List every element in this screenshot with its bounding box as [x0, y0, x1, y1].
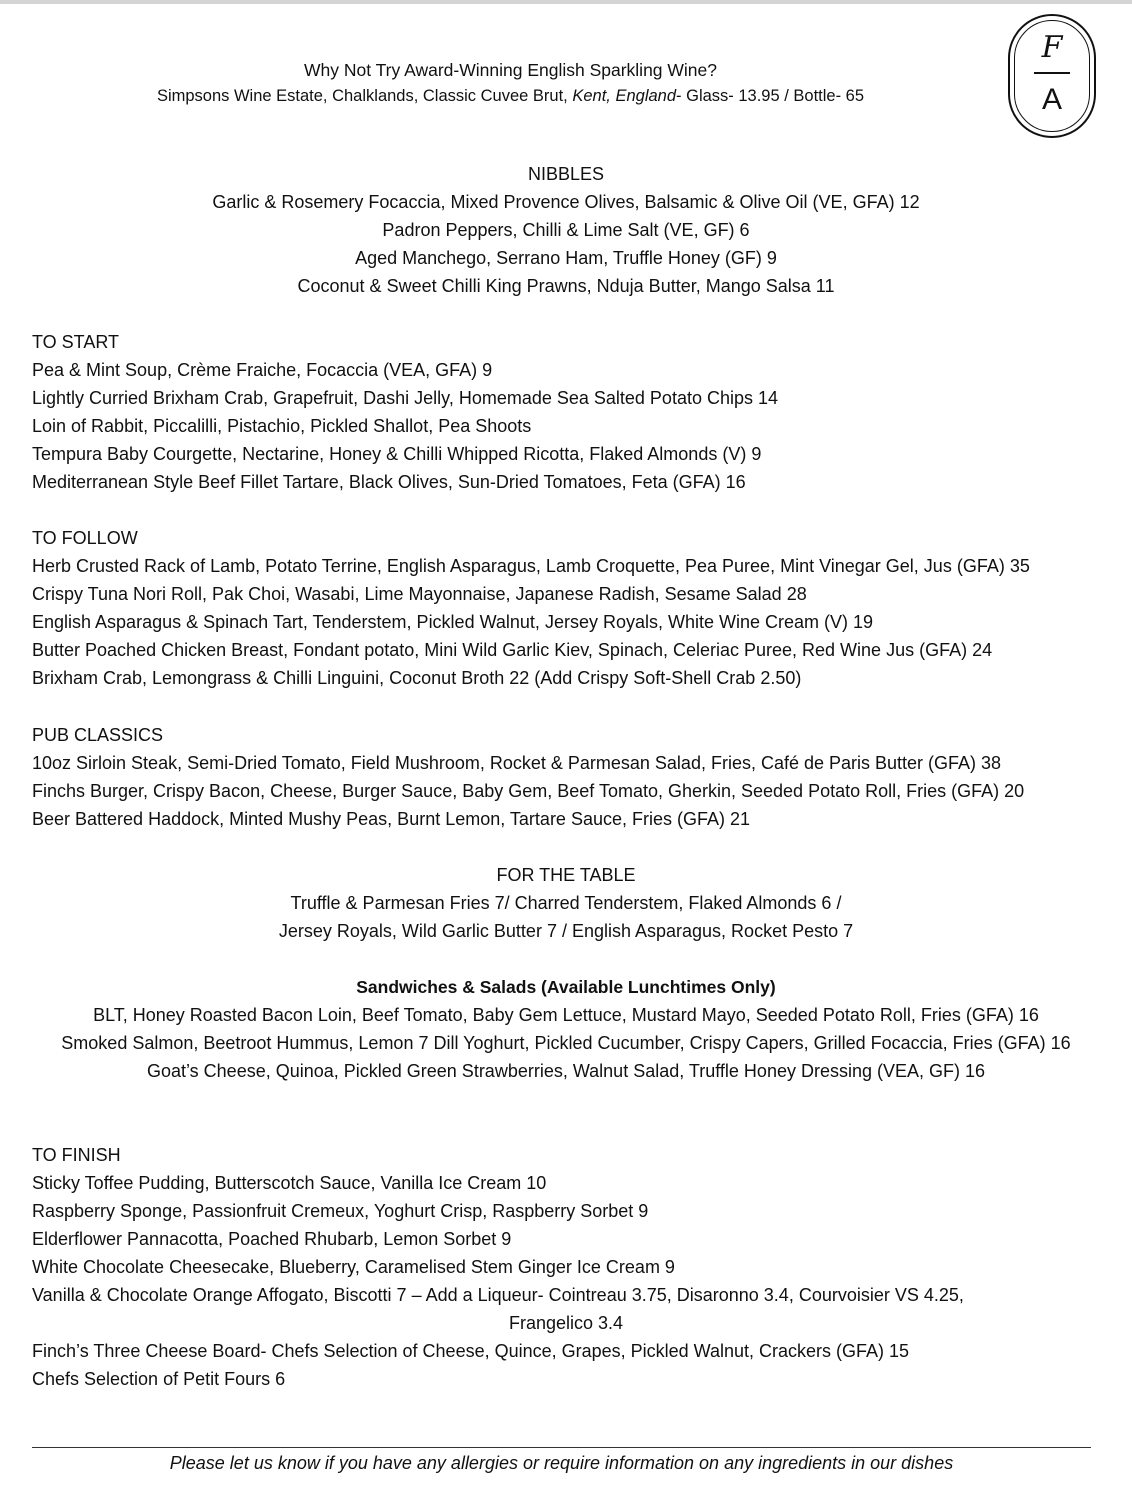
menu-item: Goat’s Cheese, Quinoa, Pickled Green Strawberries, Walnut Salad, Truffle Honey Dressing (VEA, GF) 16	[146, 1061, 986, 1081]
to-follow-list	[32, 552, 1122, 692]
menu-item: Beer Battered Haddock, Minted Mushy Peas, Burnt Lemon, Tartare Sauce, Fries (GFA) 21	[32, 809, 751, 829]
menu-item: Pea & Mint Soup, Crème Fraiche, Focaccia (VEA, GFA) 9	[32, 360, 493, 380]
for-the-table-heading: FOR THE TABLE	[496, 865, 636, 885]
to-finish-section	[32, 1141, 1122, 1393]
wine-promo-details	[0, 85, 1021, 107]
menu-item: Jersey Royals, Wild Garlic Butter 7 / English Asparagus, Rocket Pesto 7	[278, 921, 854, 941]
sandwiches-section	[0, 973, 1132, 1085]
wine-name: Simpsons Wine Estate, Chalklands, Classic Cuvee Brut,	[156, 87, 573, 105]
nibbles-section	[0, 160, 1132, 300]
footer-divider	[32, 1447, 1091, 1448]
to-start-heading: TO START	[32, 332, 120, 352]
menu-item: Truffle & Parmesan Fries 7/ Charred Tenderstem, Flaked Almonds 6 /	[290, 893, 842, 913]
menu-item: Garlic & Rosemery Focaccia, Mixed Provence Olives, Balsamic & Olive Oil (VE, GFA) 12	[212, 192, 920, 212]
logo-bottom-letter: A	[1041, 83, 1062, 116]
to-finish-list	[32, 1169, 1122, 1393]
menu-item: Tempura Baby Courgette, Nectarine, Honey & Chilli Whipped Ricotta, Flaked Almonds (V) 9	[32, 444, 762, 464]
allergy-notice: Please let us know if you have any allergies or require information on any ingredients in our dishes	[169, 1453, 954, 1473]
pub-classics-section	[32, 721, 1122, 833]
menu-item: English Asparagus & Spinach Tart, Tenderstem, Pickled Walnut, Jersey Royals, White Wine Cream (V) 19	[32, 612, 874, 632]
menu-item: Butter Poached Chicken Breast, Fondant potato, Mini Wild Garlic Kiev, Spinach, Celeriac Puree, Red Wine Jus (GFA) 24	[32, 640, 993, 660]
menu-item-continuation: Frangelico 3.4	[508, 1313, 624, 1333]
logo-divider	[1034, 72, 1070, 74]
nibbles-heading: NIBBLES	[527, 164, 605, 184]
menu-item: Lightly Curried Brixham Crab, Grapefruit, Dashi Jelly, Homemade Sea Salted Potato Chips 14	[32, 388, 779, 408]
logo-top-letter: F	[1041, 30, 1063, 65]
menu-item: 10oz Sirloin Steak, Semi-Dried Tomato, Field Mushroom, Rocket & Parmesan Salad, Fries, Café de Paris Butter (GFA) 38	[32, 753, 1002, 773]
to-follow-section	[32, 524, 1122, 692]
menu-item: Smoked Salmon, Beetroot Hummus, Lemon 7 Dill Yoghurt, Pickled Cucumber, Crispy Capers, Grilled Focaccia, Fries (GFA) 16	[61, 1033, 1071, 1053]
menu-item: Elderflower Pannacotta, Poached Rhubarb, Lemon Sorbet 9	[32, 1229, 512, 1249]
menu-item: Coconut & Sweet Chilli King Prawns, Nduja Butter, Mango Salsa 11	[297, 276, 835, 296]
menu-item: Chefs Selection of Petit Fours 6	[32, 1369, 286, 1389]
to-start-list	[32, 356, 1122, 496]
nibbles-list	[0, 188, 1132, 300]
wine-price: - Glass- 13.95 / Bottle- 65	[676, 87, 865, 105]
menu-item: Finch’s Three Cheese Board- Chefs Selection of Cheese, Quince, Grapes, Pickled Walnut, Crackers (GFA) 15	[32, 1341, 910, 1361]
menu-item: Herb Crusted Rack of Lamb, Potato Terrine, English Asparagus, Lamb Croquette, Pea Puree, Mint Vinegar Gel, Jus (GFA) 35	[32, 556, 1030, 576]
sandwiches-list	[0, 1001, 1132, 1085]
for-the-table-section	[0, 861, 1132, 945]
menu-item: Vanilla & Chocolate Orange Affogato, Biscotti 7 – Add a Liqueur- Cointreau 3.75, Disaronno 3.4, Courvoisier VS 4.25,	[32, 1285, 964, 1305]
to-follow-heading: TO FOLLOW	[32, 528, 138, 548]
restaurant-logo	[1008, 14, 1096, 138]
menu-item: Aged Manchego, Serrano Ham, Truffle Honey (GF) 9	[355, 248, 777, 268]
top-border-rule	[0, 0, 1132, 4]
menu-item: Padron Peppers, Chilli & Lime Salt (VE, GF) 6	[382, 220, 750, 240]
menu-item: Mediterranean Style Beef Fillet Tartare, Black Olives, Sun-Dried Tomatoes, Feta (GFA) 16	[32, 472, 746, 492]
pub-classics-heading: PUB CLASSICS	[32, 725, 164, 745]
menu-item: White Chocolate Cheesecake, Blueberry, Caramelised Stem Ginger Ice Cream 9	[32, 1257, 675, 1277]
for-the-table-list	[0, 889, 1132, 945]
menu-item: Loin of Rabbit, Piccalilli, Pistachio, Pickled Shallot, Pea Shoots	[32, 416, 532, 436]
menu-item: Crispy Tuna Nori Roll, Pak Choi, Wasabi, Lime Mayonnaise, Japanese Radish, Sesame Salad 28	[32, 584, 807, 604]
to-start-section	[32, 328, 1122, 496]
sandwiches-heading: Sandwiches & Salads (Available Lunchtimes Only)	[356, 977, 776, 997]
menu-item: BLT, Honey Roasted Bacon Loin, Beef Tomato, Baby Gem Lettuce, Mustard Mayo, Seeded Potato Roll, Fries (GFA) 16	[93, 1005, 1039, 1025]
menu-item: Brixham Crab, Lemongrass & Chilli Linguini, Coconut Broth 22 (Add Crispy Soft-Shell Crab 2.50)	[32, 668, 802, 688]
pub-classics-list	[32, 749, 1122, 833]
menu-item: Finchs Burger, Crispy Bacon, Cheese, Burger Sauce, Baby Gem, Beef Tomato, Gherkin, Seeded Potato Roll, Fries (GFA) 20	[32, 781, 1025, 801]
menu-item: Sticky Toffee Pudding, Butterscotch Sauce, Vanilla Ice Cream 10	[32, 1173, 547, 1193]
wine-promo-title: Why Not Try Award-Winning English Sparkling Wine?	[303, 60, 718, 80]
wine-region: Kent, England	[572, 87, 677, 105]
menu-item: Raspberry Sponge, Passionfruit Cremeux, Yoghurt Crisp, Raspberry Sorbet 9	[32, 1201, 649, 1221]
to-finish-heading: TO FINISH	[32, 1145, 121, 1165]
